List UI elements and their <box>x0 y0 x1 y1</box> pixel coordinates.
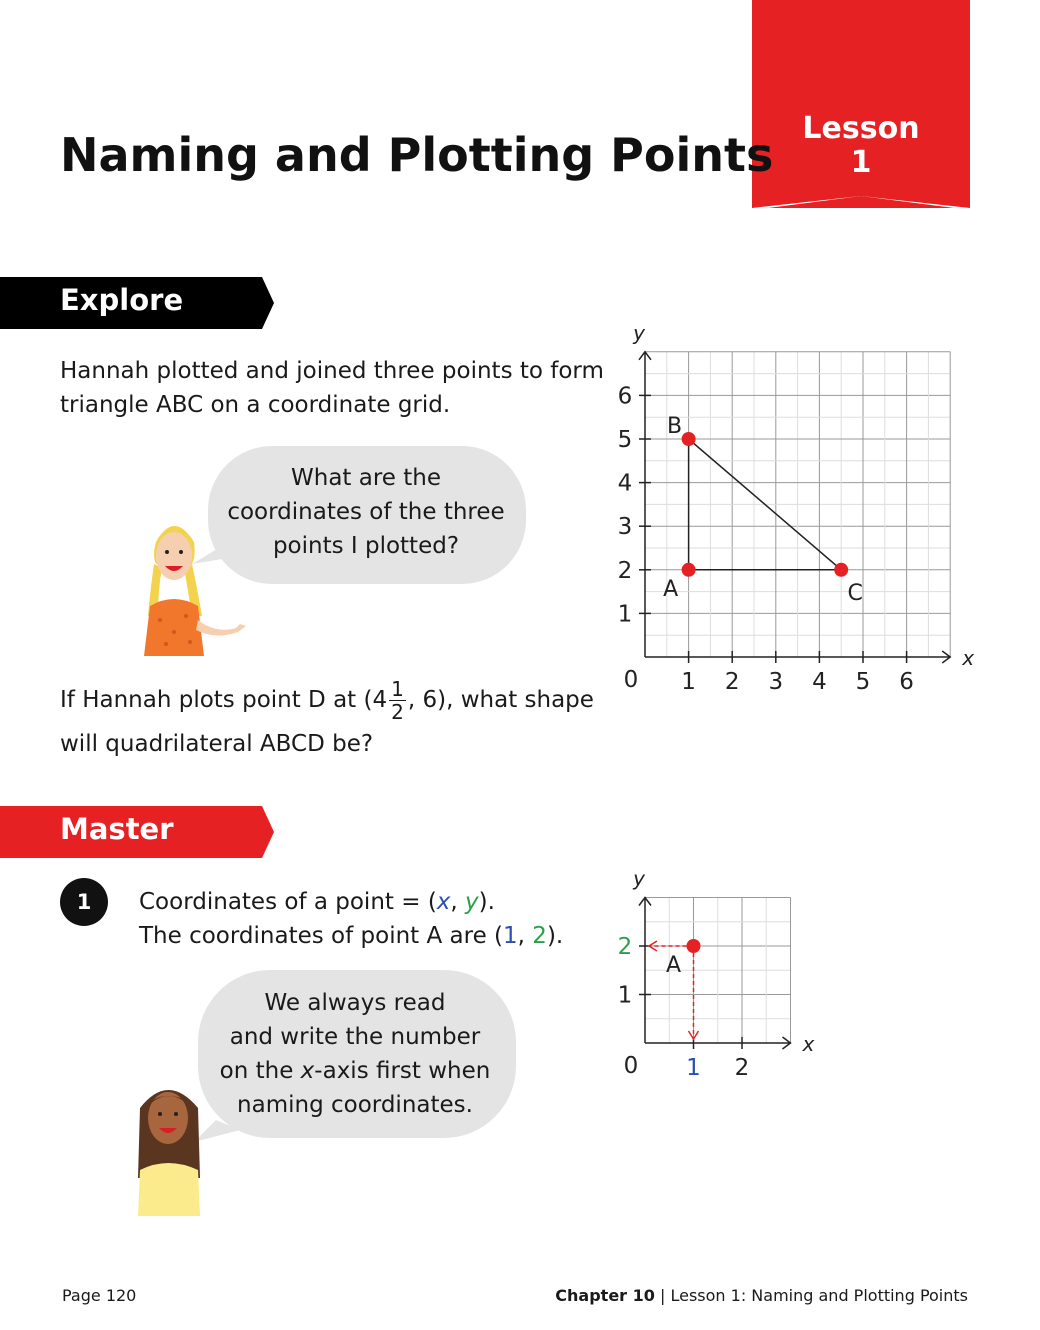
coordinate-grid-point-a <box>600 866 820 1086</box>
coordinate-grid-triangle <box>600 320 990 700</box>
y-tick-label: 3 <box>617 514 633 541</box>
y-tick-label: 2 <box>617 557 633 584</box>
x-tick-label: 1 <box>686 1055 701 1081</box>
x-tick-label: 5 <box>855 669 871 695</box>
girl-character <box>134 1078 204 1216</box>
y-axis-label: y <box>633 320 645 345</box>
fraction: $\frac{1}{2}$ <box>391 677 404 724</box>
x-tick-label: 1 <box>681 669 696 695</box>
hannah-character <box>136 512 252 656</box>
page-title: Naming and Plotting Points <box>60 128 774 182</box>
explore-heading: Explore <box>60 283 184 317</box>
y-tick-label: 1 <box>617 601 633 628</box>
y-tick-label: 2 <box>617 934 633 960</box>
point-label: C <box>847 580 863 606</box>
item-number: 1 <box>60 878 108 926</box>
master-heading: Master <box>60 812 174 846</box>
y-tick-label: 6 <box>617 383 633 410</box>
explore-intro: Hannah plotted and joined three points to form triangle ABC on a coordinate grid. <box>60 358 604 418</box>
point-c <box>834 563 848 577</box>
point-a <box>687 939 701 953</box>
y-tick-label: 1 <box>617 982 633 1009</box>
bubble-text: What are the coordinates of the three points I plotted? <box>227 465 505 559</box>
origin-label: 0 <box>623 667 639 693</box>
point-label: B <box>667 414 683 439</box>
y-tick-label: 5 <box>617 427 633 453</box>
page-number: Page 120 <box>62 1286 137 1305</box>
x-tick-label: 2 <box>734 1055 750 1081</box>
x-axis-label: x <box>962 646 975 670</box>
point-label: A <box>665 953 682 978</box>
footer-chapter: Chapter 10 | Lesson 1: Naming and Plotting Points <box>555 1286 968 1305</box>
point-label: A <box>663 576 679 602</box>
master-text: Coordinates of a point = (x, y). The coordinates of point A are (1, 2). <box>139 889 564 949</box>
point-a <box>682 563 696 577</box>
origin-label: 0 <box>623 1053 639 1079</box>
y-axis-label: y <box>633 866 645 891</box>
lesson-label: Lesson 1 <box>802 111 920 180</box>
point-b <box>682 432 696 446</box>
x-tick-label: 2 <box>724 669 740 695</box>
x-tick-label: 4 <box>812 669 827 695</box>
x-axis-label: x <box>802 1032 815 1056</box>
bubble-text: We always read and write the number on the x-axis first when naming coordinates. <box>219 990 491 1118</box>
y-tick-label: 4 <box>617 470 633 497</box>
x-tick-label: 3 <box>768 669 784 695</box>
x-tick-label: 6 <box>899 669 914 695</box>
explore-question: If Hannah plots point D at (4 $\frac{1}{2}$ , 6), what shape will quadrilateral ABCD be? <box>60 677 594 757</box>
